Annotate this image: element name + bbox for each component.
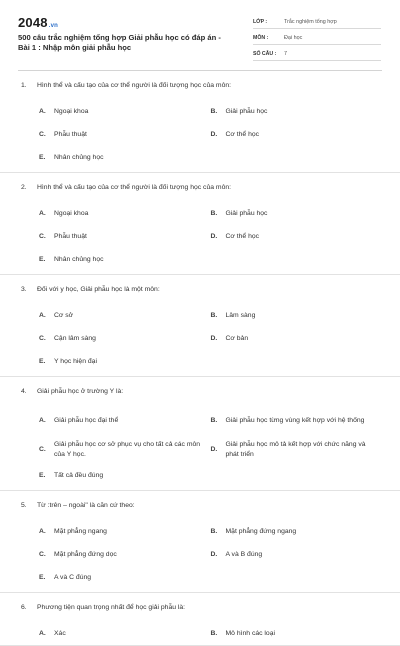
- option-letter: D.: [210, 131, 218, 138]
- option-text: Mặt phẳng đứng dọc: [54, 550, 117, 558]
- option-text: Mặt phẳng đứng ngang: [225, 527, 297, 535]
- option-letter: B.: [210, 108, 218, 115]
- meta-label: LỚP :: [253, 19, 268, 25]
- document-title-line-2: Bài 1 : Nhập môn giải phẫu học: [18, 43, 132, 52]
- option-text: Cơ sở: [54, 311, 74, 319]
- option-letter: A.: [39, 108, 46, 115]
- question-item: [0, 491, 400, 593]
- document-header: [0, 0, 400, 68]
- option-text: A và C đúng: [54, 573, 92, 581]
- option-letter: B.: [210, 528, 218, 535]
- question-text: Hình thể và cấu tạo của cơ thể người là đối tượng học của môn:: [37, 184, 232, 191]
- answer-option-c[interactable]: [39, 543, 211, 566]
- answer-option-a[interactable]: [39, 202, 211, 225]
- answer-option-b[interactable]: [211, 202, 383, 225]
- answer-options: [18, 304, 382, 376]
- option-letter: B.: [210, 210, 218, 217]
- meta-row-subject: [253, 29, 381, 45]
- option-letter: B.: [210, 630, 218, 637]
- document-meta: [253, 13, 381, 61]
- option-text: Xác: [54, 629, 66, 637]
- answer-option-b[interactable]: [211, 622, 383, 645]
- question-header: [18, 377, 382, 406]
- answer-option-e[interactable]: [39, 464, 211, 487]
- answer-option-b[interactable]: [211, 304, 383, 327]
- meta-label: MÔN :: [253, 35, 269, 41]
- answer-option-a[interactable]: [39, 406, 211, 435]
- option-text: Cơ bản: [225, 334, 249, 342]
- question-number: 5.: [21, 502, 27, 509]
- answer-options: [18, 406, 382, 490]
- answer-option-a[interactable]: [39, 304, 211, 327]
- question-item: [0, 593, 400, 646]
- answer-option-a[interactable]: [39, 100, 211, 123]
- answer-option-a[interactable]: [39, 622, 211, 645]
- option-text: Giải phẫu học: [225, 209, 268, 217]
- question-item: [0, 377, 400, 491]
- option-text: Giải phẫu học từng vùng kết hợp với hệ thống: [225, 416, 365, 424]
- answer-option-c[interactable]: [39, 123, 211, 146]
- answer-option-c[interactable]: [39, 225, 211, 248]
- answer-option-c[interactable]: [39, 327, 211, 350]
- option-text: Nhân chủng học: [54, 255, 104, 263]
- option-text: Cơ thể học: [225, 232, 260, 240]
- question-item: [0, 173, 400, 275]
- meta-row-count: [253, 45, 381, 61]
- option-letter: D.: [210, 233, 218, 240]
- option-text: Giải phẫu học mô tả kết hợp với chức năng và phát triển: [225, 441, 366, 458]
- answer-options: [18, 622, 382, 645]
- question-text: Từ :trên – ngoài" là căn cứ theo:: [37, 502, 135, 509]
- question-header: [18, 71, 382, 100]
- meta-label: SỐ CÂU :: [253, 51, 277, 57]
- answer-option-d[interactable]: [211, 543, 383, 566]
- document-title: [18, 33, 238, 53]
- option-text: Y học hiện đại: [54, 357, 97, 365]
- option-text: Tất cả đều đúng: [54, 471, 104, 479]
- option-text: Cận lâm sàng: [54, 334, 96, 342]
- question-header: [18, 173, 382, 202]
- option-letter: E.: [39, 472, 46, 479]
- option-letter: C.: [39, 233, 46, 240]
- option-letter: D.: [210, 335, 218, 342]
- meta-row-class: [253, 13, 381, 29]
- option-letter: C.: [39, 446, 46, 453]
- option-letter: C.: [39, 551, 46, 558]
- option-letter: A.: [39, 630, 46, 637]
- option-letter: E.: [39, 256, 46, 263]
- document-title-line-1: 500 câu trắc nghiệm tổng hợp Giải phẫu học có đáp án -: [18, 33, 221, 42]
- question-list: [0, 71, 400, 646]
- option-letter: A.: [39, 417, 46, 424]
- option-text: Lâm sàng: [225, 311, 256, 319]
- logo-suffix-text: .vn: [48, 23, 59, 29]
- question-number: 3.: [21, 286, 27, 293]
- question-text: Giải phẫu học ở trường Y là:: [37, 388, 124, 395]
- answer-option-d[interactable]: [211, 225, 383, 248]
- answer-option-c[interactable]: [39, 435, 211, 464]
- answer-options: [18, 202, 382, 274]
- question-item: [0, 275, 400, 377]
- meta-value: Trắc nghiệm tổng hợp: [284, 19, 337, 25]
- answer-option-e[interactable]: [39, 350, 211, 373]
- answer-option-d[interactable]: [211, 435, 383, 464]
- meta-value: Đại học: [284, 35, 303, 41]
- answer-option-d[interactable]: [211, 327, 383, 350]
- option-letter: A.: [39, 312, 46, 319]
- logo-main-text: 2048: [18, 15, 48, 30]
- question-item: [0, 71, 400, 173]
- question-header: [18, 275, 382, 304]
- option-text: Nhân chủng học: [54, 153, 104, 161]
- option-text: Ngoại khoa: [54, 107, 89, 115]
- option-text: Giải phẫu học cơ sở phục vụ cho tất cả các môn của Y học.: [54, 441, 201, 458]
- option-text: Mô hình các loại: [225, 629, 275, 637]
- option-text: Giải phẫu học: [225, 107, 268, 115]
- question-text: Phương tiện quan trọng nhất để học giải phẫu là:: [37, 604, 186, 611]
- option-letter: E.: [39, 574, 46, 581]
- option-letter: E.: [39, 358, 46, 365]
- answer-option-b[interactable]: [211, 520, 383, 543]
- option-text: Cơ thể học: [225, 130, 260, 138]
- question-number: 1.: [21, 82, 27, 89]
- question-text: Đối với y học, Giải phẫu học là một môn:: [37, 286, 160, 293]
- option-letter: D.: [210, 551, 218, 558]
- question-number: 6.: [21, 604, 27, 611]
- option-letter: A.: [39, 528, 46, 535]
- answer-option-e[interactable]: [39, 566, 211, 589]
- site-logo[interactable]: [18, 15, 58, 30]
- option-letter: B.: [210, 417, 218, 424]
- question-number: 2.: [21, 184, 27, 191]
- option-letter: D.: [210, 446, 218, 453]
- answer-option-d[interactable]: [211, 123, 383, 146]
- answer-option-e[interactable]: [39, 146, 211, 169]
- option-letter: A.: [39, 210, 46, 217]
- question-text: Hình thể và cấu tạo của cơ thể người là đối tượng học của môn:: [37, 82, 232, 89]
- option-text: Giải phẫu học đại thể: [54, 416, 119, 424]
- answer-options: [18, 100, 382, 172]
- option-text: Phẫu thuật: [54, 130, 87, 138]
- question-header: [18, 491, 382, 520]
- answer-option-a[interactable]: [39, 520, 211, 543]
- option-text: Ngoại khoa: [54, 209, 89, 217]
- meta-value: 7: [284, 51, 287, 57]
- answer-options: [18, 520, 382, 592]
- option-letter: C.: [39, 131, 46, 138]
- question-number: 4.: [21, 388, 27, 395]
- answer-option-e[interactable]: [39, 248, 211, 271]
- question-header: [18, 593, 382, 622]
- option-text: Mặt phẳng ngang: [54, 527, 107, 535]
- answer-option-b[interactable]: [211, 406, 383, 435]
- option-text: A và B đúng: [225, 550, 263, 558]
- answer-option-b[interactable]: [211, 100, 383, 123]
- option-letter: B.: [210, 312, 218, 319]
- option-letter: E.: [39, 154, 46, 161]
- option-text: Phẫu thuật: [54, 232, 87, 240]
- option-letter: C.: [39, 335, 46, 342]
